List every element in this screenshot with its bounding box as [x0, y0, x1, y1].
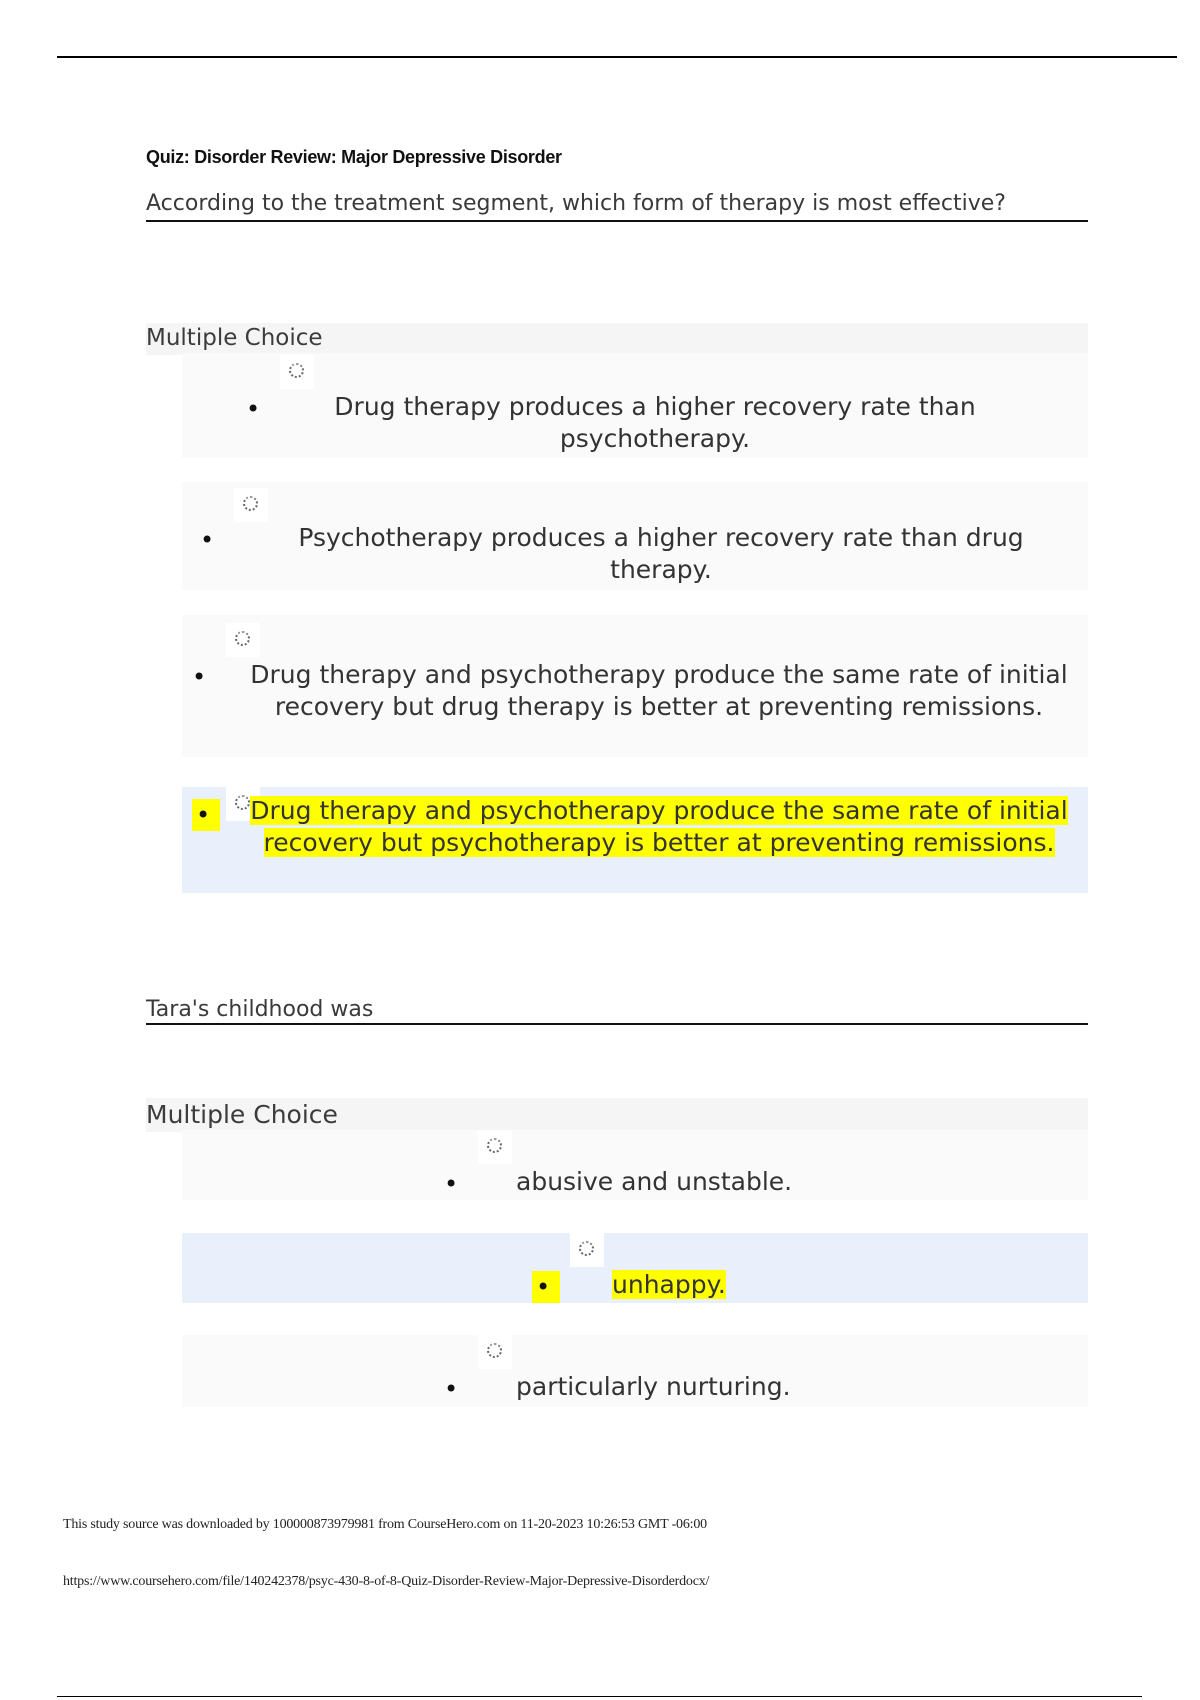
question-1-option-1[interactable]	[182, 353, 1088, 458]
top-rule	[57, 56, 1177, 58]
option-text-highlighted	[612, 1269, 726, 1301]
question-1-option-3[interactable]	[182, 615, 1088, 757]
question-1-prompt: According to the treatment segment, which form of therapy is most effective?	[146, 190, 1088, 222]
option-text-highlighted	[248, 795, 1070, 859]
question-1-option-4-selected[interactable]	[182, 787, 1088, 893]
option-text: Drug therapy produces a higher recovery rate than psychotherapy.	[334, 392, 976, 453]
bullet-icon: •	[200, 526, 215, 554]
download-notice: This study source was downloaded by 100000873979981 from CourseHero.com on 11-20-2023 10:26:53 GMT -06:00	[63, 1517, 707, 1532]
option-text: particularly nurturing.	[516, 1372, 791, 1401]
question-2-prompt: Tara's childhood was	[146, 997, 1088, 1025]
bullet-icon: •	[192, 663, 207, 691]
question-2-option-1[interactable]	[182, 1130, 1088, 1200]
radio-button[interactable]	[234, 488, 268, 522]
bullet-icon: •	[444, 1375, 459, 1403]
option-text: Psychotherapy produces a higher recovery rate than drug therapy.	[298, 523, 1024, 584]
bullet-icon: •	[192, 799, 220, 831]
bullet-icon: •	[444, 1170, 459, 1198]
quiz-title: Quiz: Disorder Review: Major Depressive Disorder	[146, 147, 562, 167]
bullet-icon: •	[246, 395, 261, 423]
option-text: Drug therapy and psychotherapy produce the same rate of initial recovery but drug therapy is better at preventing remissions.	[250, 660, 1068, 721]
radio-button[interactable]	[570, 1233, 604, 1267]
radio-button[interactable]	[478, 1335, 512, 1369]
question-1-type-label: Multiple Choice	[146, 323, 1088, 355]
highlighted-answer: Drug therapy and psychotherapy produce the same rate of initial recovery but psychotherapy is better at preventing remissions.	[250, 796, 1068, 857]
question-2-type-label: Multiple Choice	[146, 1098, 1088, 1132]
bottom-rule	[57, 1696, 1142, 1697]
radio-button[interactable]	[478, 1130, 512, 1164]
highlighted-answer: unhappy.	[612, 1270, 726, 1299]
question-2-option-2-selected[interactable]	[182, 1233, 1088, 1303]
bullet-icon: •	[532, 1271, 560, 1303]
question-2-option-3[interactable]	[182, 1335, 1088, 1407]
radio-button[interactable]	[280, 355, 314, 389]
source-url[interactable]: https://www.coursehero.com/file/140242378/psyc-430-8-of-8-Quiz-Disorder-Review-Major-Depressive-Disorderdocx/	[63, 1574, 710, 1589]
option-text: abusive and unstable.	[516, 1167, 793, 1196]
radio-button[interactable]	[226, 623, 260, 657]
question-1-option-2[interactable]	[182, 482, 1088, 590]
